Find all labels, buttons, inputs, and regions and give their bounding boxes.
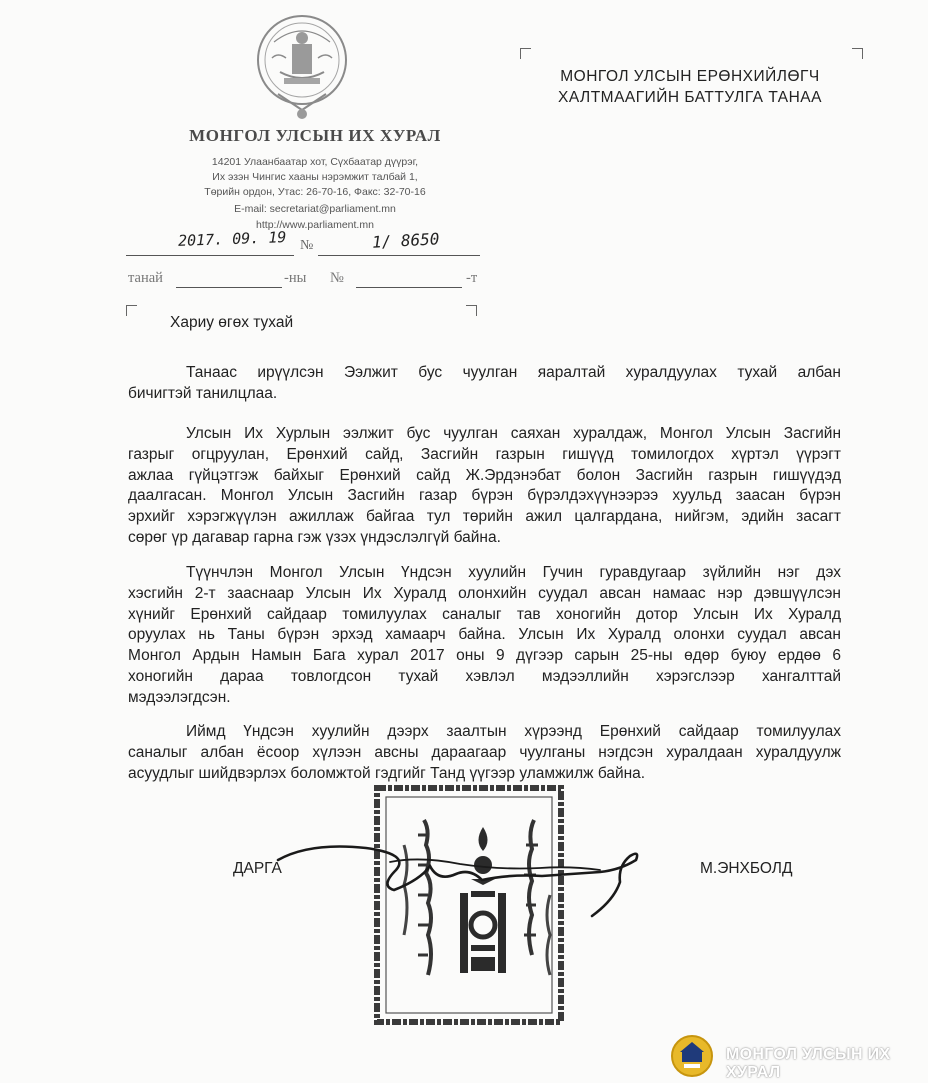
number-underline xyxy=(318,255,480,256)
paragraph-line: даалгасан. Монгол Улсын Засгийн газар бүрэн бүрэлдэхүүнээрээ хуульд заасан бүрэн xyxy=(128,487,841,505)
paragraph-line: хүнийг Ерөнхий сайдаар томилуулах саналыг тав хоногийн дотор Улсын Их Хуралд xyxy=(128,605,841,623)
paragraph-line: хэсгийн 2-т зааснаар Улсын Их Хуралд олонхийн суудал авсан намаас нэр дэвшүүлсэн xyxy=(128,584,841,602)
corner-mark xyxy=(126,305,137,316)
paragraph-line: Улсын Их Хурлын ээлжит бус чуулган саяхан хуралдаж, Монгол Улсын Засгийн xyxy=(186,425,841,442)
paragraph-line: газрыг огцруулан, Ерөнхий сайд, Засгийн газрын гишүүд томилогдох хүртэл үүрэгт xyxy=(128,445,841,463)
paragraph-line: асуудлыг шийдвэрлэх боломжтой гэдгийг Танд үүгээр уламжилж байна. xyxy=(128,764,646,782)
address-line: Их эзэн Чингис хааны нэрэмжит талбай 1, xyxy=(212,171,418,183)
paragraph-line: Танаас ирүүлсэн Ээлжит бус чуулган яаралтай хуралдуулах тухай албан xyxy=(186,364,841,381)
letter-subject: Хариу өгөх тухай xyxy=(170,314,294,331)
paragraph-line: оруулах нь Таны бүрэн эрхэд хамаарч байна. Улсын Их Хуралд олонхи суудал авсан xyxy=(128,626,841,644)
state-emblem-icon xyxy=(254,12,350,122)
paragraph-line: саналыг албан ёсоор хүлээн авсны дараагаар чуулганы нэгдсэн хуралдаан хуралдуулж xyxy=(128,743,841,761)
website-line: http://www.parliament.mn xyxy=(256,219,374,231)
paragraph-line: ажлаа гүйцэтгэж байхыг Ерөнхий сайд Ж.Эрдэнэбат болон Засгийн газрын гишүүдэд xyxy=(128,466,841,484)
corner-mark xyxy=(466,305,477,316)
address-line: Төрийн ордон, Утас: 26-70-16, Факс: 32-70-16 xyxy=(204,186,426,198)
tanai-suffix: -ны xyxy=(284,270,307,286)
number-label: № xyxy=(300,238,314,253)
paragraph-line: Монгол Ардын Намын Бага хурал 2017 оны 9 дүгээр сарын 25-ны өдөр буюу ердөө 6 xyxy=(128,647,841,665)
body-paragraph xyxy=(128,722,841,784)
reply-number-label: № xyxy=(330,270,344,286)
paragraph-line: сөрөг үр дагавар гарна гэж үзэх үндэслэлгүй байна. xyxy=(128,528,501,546)
paragraph-line: мэдээлэгдсэн. xyxy=(128,688,231,706)
body-paragraph xyxy=(128,563,841,709)
reply-number-underline xyxy=(356,287,462,288)
recipient-name: ХАЛТМААГИЙН БАТТУЛГА ТАНАА xyxy=(558,89,822,106)
body-paragraph xyxy=(128,424,841,549)
organization-name: МОНГОЛ УЛСЫН ИХ ХУРАЛ xyxy=(189,126,441,145)
body-paragraph xyxy=(128,363,841,405)
handwritten-signature-icon xyxy=(270,820,690,930)
paragraph-line: Иймд Үндсэн хуулийн дээрх заалтын хүрээнд Ерөнхий сайдаар томилуулах xyxy=(186,723,841,740)
watermark-text: МОНГОЛ УЛСЫН ИХ ХУРАЛ xyxy=(726,1046,891,1081)
handwritten-date: 2017. 09. 19 xyxy=(177,228,287,250)
signatory-name: М.ЭНХБОЛД xyxy=(700,860,793,877)
paragraph-line: Түүнчлэн Монгол Улсын Үндсэн хуулийн Гучин гуравдугаар зүйлийн нэг дэх xyxy=(186,564,841,581)
address-line: 14201 Улаанбаатар хот, Сүхбаатар дүүрэг, xyxy=(211,156,419,168)
corner-mark xyxy=(520,48,531,59)
handwritten-number: 1/ 8650 xyxy=(371,229,440,252)
paragraph-line: хоногийн дараа товлогдсон тухай хэвлэл мэдээллийн хэрэгслээр хангалттай xyxy=(128,667,841,685)
paragraph-line: бичигтэй танилцлаа. xyxy=(128,384,278,402)
date-underline xyxy=(126,255,294,256)
recipient-title: МОНГОЛ УЛСЫН ЕРӨНХИЙЛӨГЧ xyxy=(560,68,820,85)
tanai-label: танай xyxy=(128,270,163,286)
signatory-title: ДАРГА xyxy=(233,860,282,877)
tanai-underline xyxy=(176,287,282,288)
parliament-logo-icon xyxy=(668,1034,716,1078)
reply-number-suffix: -т xyxy=(466,270,478,286)
email-line: E-mail: secretariat@parliament.mn xyxy=(234,203,396,215)
corner-mark xyxy=(852,48,863,59)
paragraph-line: эрхийг хэрэгжүүлэн ажиллаж байгаа тул төрийн ажил цалгардана, нийгэм, эдийн засагт xyxy=(128,508,841,526)
